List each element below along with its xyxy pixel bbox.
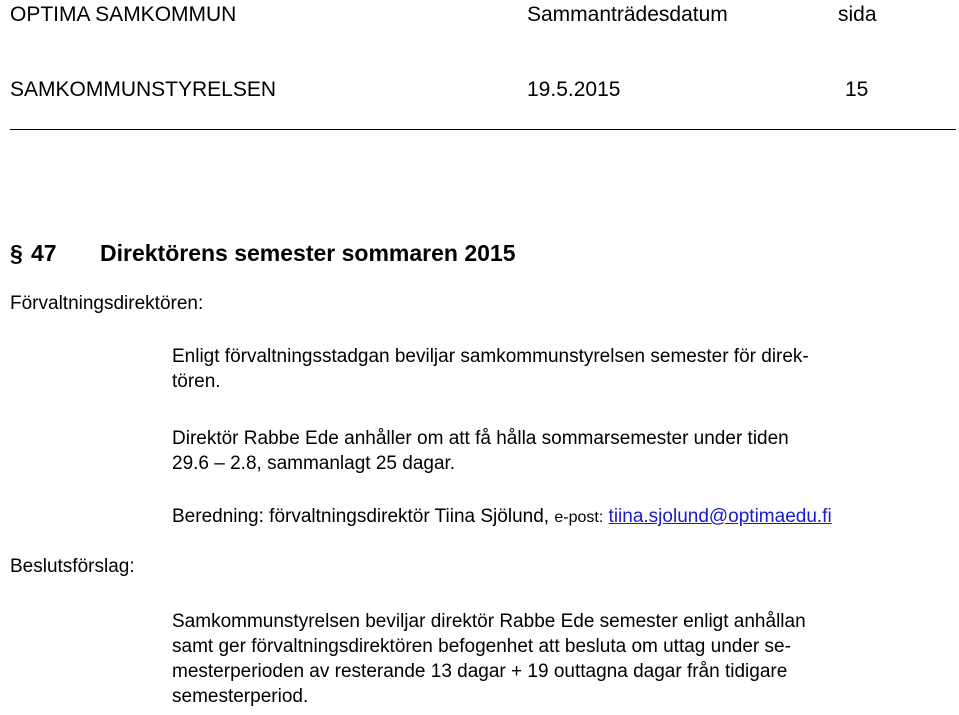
presenter-label: Förvaltningsdirektören: [10, 293, 204, 314]
section-mark: § [10, 240, 23, 266]
proposal-line: semesterperiod. [172, 686, 309, 707]
meeting-date-label: Sammanträdesdatum [527, 3, 728, 26]
paragraph-line: Direktör Rabbe Ede anhåller om att få hålla sommarsemester under tiden [172, 428, 789, 449]
proposal-line: Samkommunstyrelsen beviljar direktör Rabbe Ede semester enligt anhållan [172, 611, 806, 632]
page-number: 15 [845, 78, 869, 101]
proposal-label: Beslutsförslag: [10, 556, 135, 577]
paragraph-line: 29.6 – 2.8, sammanlagt 25 dagar. [172, 453, 456, 474]
body-name: SAMKOMMUNSTYRELSEN [10, 78, 277, 101]
header-divider [10, 129, 956, 130]
email-link[interactable]: tiina.sjolund@optimaedu.fi [608, 506, 832, 527]
paragraph-line: Enligt förvaltningsstadgan beviljar samkommunstyrelsen semester för direk- [172, 346, 809, 367]
proposal-line: samt ger förvaltningsdirektören befogenhet att besluta om uttag under se- [172, 636, 791, 657]
proposal-line: mesterperioden av resterande 13 dagar + 19 outtagna dagar från tidigare [172, 661, 788, 682]
section-title: Direktörens semester sommaren 2015 [100, 240, 516, 266]
email-prefix: e-post: [554, 509, 604, 526]
section-number: 47 [31, 240, 57, 266]
preparation-line [172, 504, 832, 530]
paragraph-line: tören. [172, 371, 221, 392]
preparation-text: Beredning: förvaltningsdirektör Tiina Sjölund, [172, 506, 550, 527]
organization-name: OPTIMA SAMKOMMUN [10, 3, 237, 26]
meeting-date-value: 19.5.2015 [527, 78, 621, 101]
page-label: sida [838, 3, 877, 26]
